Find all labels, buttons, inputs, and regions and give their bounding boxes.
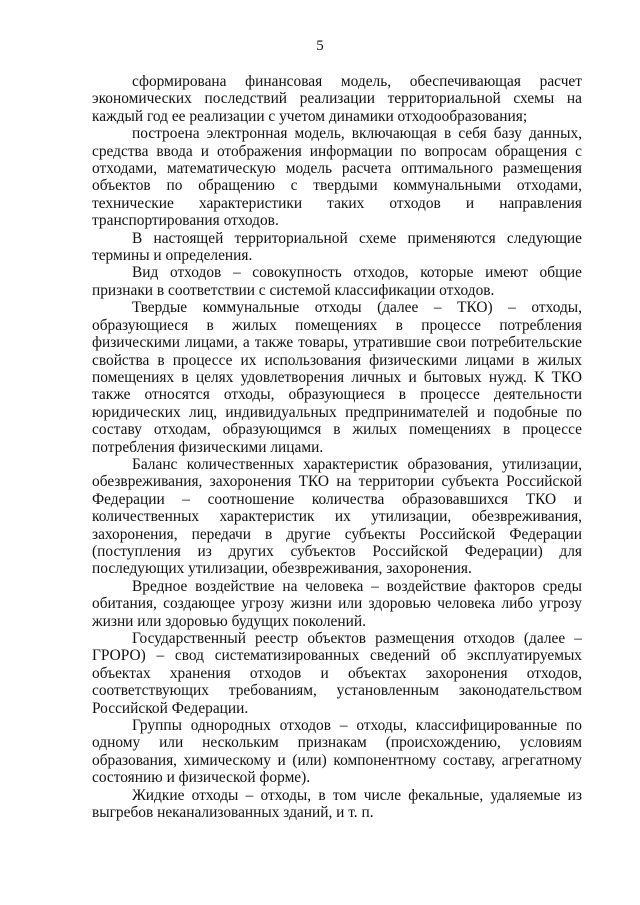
document-body bbox=[92, 73, 582, 821]
paragraph-homogeneous-groups: Группы однородных отходов – отходы, классифицированные по одному или нескольким признакам (происхождению, условиям образования, химическому и (или) компонентному составу, агрегатному состоянию и физической форме). bbox=[92, 717, 582, 787]
page-number: 5 bbox=[316, 38, 324, 54]
paragraph-harmful-impact: Вредное воздействие на человека – воздействие факторов среды обитания, создающее угрозу жизни или здоровью человека либо угрозу жизни или здоровью будущих поколений. bbox=[92, 577, 582, 630]
paragraph-groro-definition: Государственный реестр объектов размещения отходов (далее – ГРОРО) – свод систематизированных сведений об эксплуатируемых объектах хранения отходов и объектах захоронения отходов, соответствующих требованиям, установленным законодательством Российской Федерации. bbox=[92, 630, 582, 717]
paragraph-waste-type: Вид отходов – совокупность отходов, которые имеют общие признаки в соответствии с системой классификации отходов. bbox=[92, 264, 582, 299]
paragraph-balance-definition: Баланс количественных характеристик образования, утилизации, обезвреживания, захоронения ТКО на территории субъекта Российской Федерации – соотношение количества образовавшихся ТКО и количественных характеристик их утилизации, обезвреживания, захоронения, передачи в другие субъекты Российской Федерации (поступления из других субъектов Российской Федерации) для последующих утилизации, обезвреживания, захоронения. bbox=[92, 455, 582, 578]
paragraph-tko-definition: Твердые коммунальные отходы (далее – ТКО) – отходы, образующиеся в жилых помещениях в процессе потребления физическими лицами, а также товары, утратившие свои потребительские свойства в процессе их использования физическими лицами в жилых помещениях в целях удовлетворения личных и бытовых нужд. К ТКО также относятся отходы, образующиеся в процессе деятельности юридических лиц, индивидуальных предпринимателей и подобные по составу отходам, образующимся в жилых помещениях в процессе потребления физическими лицами. bbox=[92, 299, 582, 456]
paragraph-liquid-waste: Жидкие отходы – отходы, в том числе фекальные, удаляемые из выгребов неканализованных зданий, и т. п. bbox=[92, 786, 582, 822]
paragraph-terms-intro: В настоящей территориальной схеме применяются следующие термины и определения. bbox=[92, 229, 582, 265]
paragraph-financial-model: сформирована финансовая модель, обеспечивающая расчет экономических последствий реализации территориальной схемы на каждый год ее реализации с учетом динамики отходообразования; bbox=[92, 73, 582, 125]
paragraph-electronic-model: построена электронная модель, включающая в себя базу данных, средства ввода и отображения информации по вопросам обращения с отходами, математическую модель расчета оптимального размещения объектов по обращению с твердыми коммунальными отходами, технические характеристики таких отходов и направления транспортирования отходов. bbox=[92, 125, 582, 230]
